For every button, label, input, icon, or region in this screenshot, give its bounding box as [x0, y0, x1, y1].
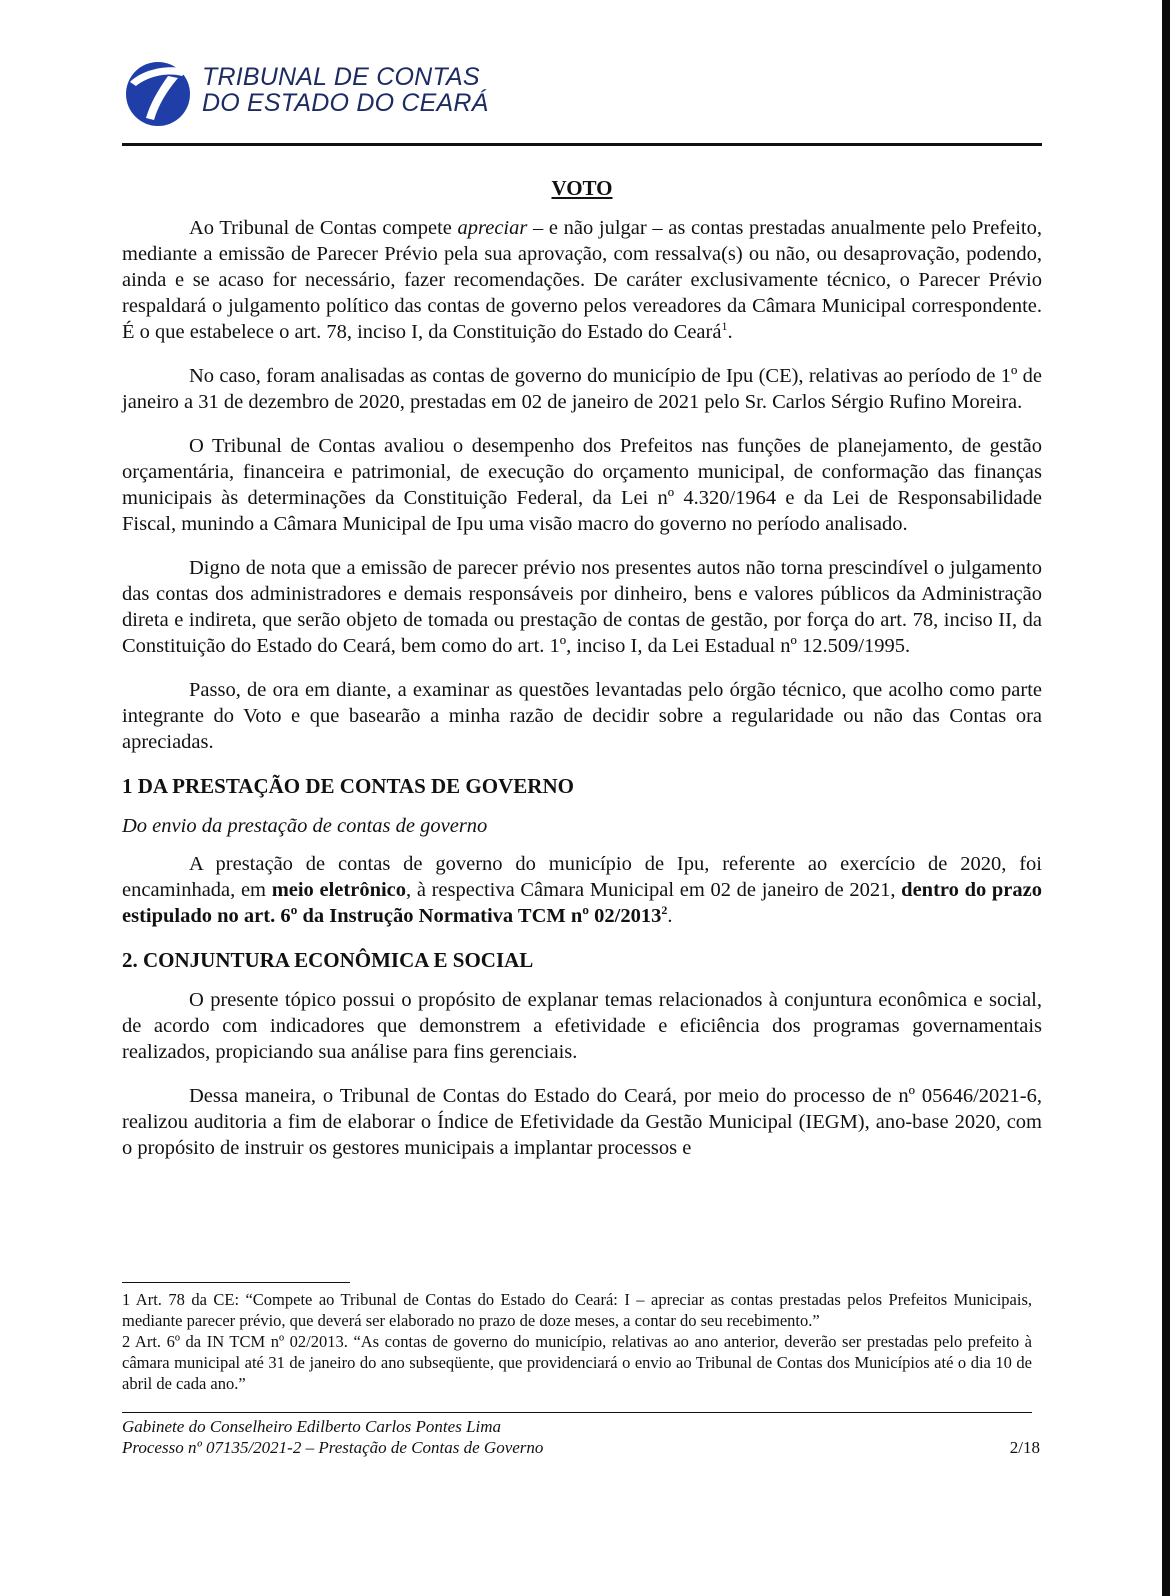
p1-text-a: Ao Tribunal de Contas compete	[189, 217, 458, 239]
p1-text-c: – e não julgar – as contas prestadas anualmente pelo Prefeito, mediante a emissão de Parecer Prévio pela sua aprovação, com ressalva(s) ou não, ou desaprovação, podendo, ainda e se acaso for necessário, fazer recomendações. De caráter exclusivamente técnico, o Parecer Prévio respaldará o julgamento político das contas de governo pelos vereadores da Câmara Municipal correspondente. É o que estabelece o art. 78, inciso I, da Constituição do Estado do Ceará	[122, 217, 1042, 343]
footnote-2: 2 Art. 6º da IN TCM nº 02/2013. “As contas de governo do município, relativas ao ano anterior, deverão ser prestadas pelo prefeito à câmara municipal até 31 de janeiro do ano subseqüente, que providenciará o envio ao Tribunal de Contas dos Municípios até o dia 10 de abril de cada ano.”	[122, 1332, 1032, 1393]
footer-process: Processo nº 07135/2021-2 – Prestação de Contas de Governo	[122, 1438, 544, 1457]
footer-office: Gabinete do Conselheiro Edilberto Carlos Pontes Lima	[122, 1417, 502, 1436]
p1-emphasis: apreciar	[457, 217, 528, 239]
org-name-line2: DO ESTADO DO CEARÁ	[202, 89, 489, 117]
page-header	[122, 56, 1042, 126]
paragraph-purpose: O presente tópico possui o propósito de explanar temas relacionados à conjuntura econômica e social, de acordo com indicadores que demonstrem a efetividade e eficiência dos programas governamentais realizados, propiciando sua análise para fins gerenciais.	[122, 989, 1042, 1063]
s1-end: .	[667, 905, 673, 927]
footnote-ref-2-label: 2	[661, 903, 668, 918]
s1-bold-electronic: meio eletrônico	[271, 879, 407, 901]
paragraph-case: No caso, foram analisadas as contas de governo do município de Ipu (CE), relativas ao período de 1º de janeiro a 31 de dezembro de 2020, prestadas em 02 de janeiro de 2021 pelo Sr. Carlos Sérgio Rufino Moreira.	[122, 365, 1042, 413]
footer-divider	[122, 1412, 1032, 1413]
paragraph-audit: Dessa maneira, o Tribunal de Contas do Estado do Ceará, por meio do processo de nº 05646/2021-6, realizou auditoria a fim de elaborar o Índice de Efetividade da Gestão Municipal (IEGM), ano-base 2020, com o propósito de instruir os gestores municipais a implantar processos e	[122, 1085, 1042, 1159]
footnote-ref-1[interactable]: 1	[721, 319, 728, 334]
p1-end: .	[727, 321, 733, 343]
section-1-heading: 1 DA PRESTAÇÃO DE CONTAS DE GOVERNO	[122, 774, 574, 798]
page-edge-shadow	[1162, 0, 1170, 1596]
page-number: 2/18	[1009, 1438, 1040, 1457]
footnote-divider	[122, 1282, 350, 1283]
s1-text-c: , à respectiva Câmara Municipal em 02 de janeiro de 2021,	[406, 879, 902, 901]
document-title: VOTO	[551, 176, 613, 200]
page-footer	[122, 1416, 1040, 1458]
header-divider	[122, 143, 1042, 146]
paragraph-intro	[122, 215, 1042, 345]
section-1-subheading: Do envio da prestação de contas de governo	[122, 815, 488, 837]
footnote-1: 1 Art. 78 da CE: “Compete ao Tribunal de Contas do Estado do Ceará: I – apreciar as contas prestadas pelos Prefeitos Municipais, mediante parecer prévio, que deverá ser elaborado no prazo de doze meses, a contar do seu recebimento.”	[122, 1290, 1032, 1330]
paragraph-note: Digno de nota que a emissão de parecer prévio nos presentes autos não torna prescindível o julgamento das contas dos administradores e demais responsáveis por dinheiro, bens e valores públicos da Administração direta e indireta, que serão objeto de tomada ou prestação de contas de gestão, por força do art. 78, inciso II, da Constituição do Estado do Ceará, bem como do art. 1º, inciso I, da Lei Estadual nº 12.509/1995.	[122, 557, 1042, 657]
paragraph-examination: Passo, de ora em diante, a examinar as questões levantadas pelo órgão técnico, que acolho como parte integrante do Voto e que basearão a minha razão de decidir sobre a regularidade ou não das Contas ora apreciadas.	[122, 679, 1042, 753]
section-2-heading: 2. CONJUNTURA ECONÔMICA E SOCIAL	[122, 948, 534, 972]
s1-text-a: A prestação de contas de governo do município de Ipu, referente ao exercício de 2020, foi encaminhada, em	[122, 853, 1042, 901]
tce-ceara-logo-icon	[122, 56, 194, 128]
paragraph-submission	[122, 851, 1042, 929]
s1-bold-deadline: dentro do prazo estipulado no art. 6º da Instrução Normativa TCM nº 02/2013	[122, 879, 1042, 927]
document-body	[122, 176, 1042, 1161]
org-name-line1: TRIBUNAL DE CONTAS	[202, 63, 480, 91]
footnotes	[122, 1289, 1032, 1394]
paragraph-evaluation: O Tribunal de Contas avaliou o desempenho dos Prefeitos nas funções de planejamento, de gestão orçamentária, financeira e patrimonial, de execução do orçamento municipal, de conformação das finanças municipais às determinações da Constituição Federal, da Lei nº 4.320/1964 e da Lei de Responsabilidade Fiscal, munindo a Câmara Municipal de Ipu uma visão macro do governo no período analisado.	[122, 435, 1042, 535]
organization-name	[202, 64, 489, 116]
